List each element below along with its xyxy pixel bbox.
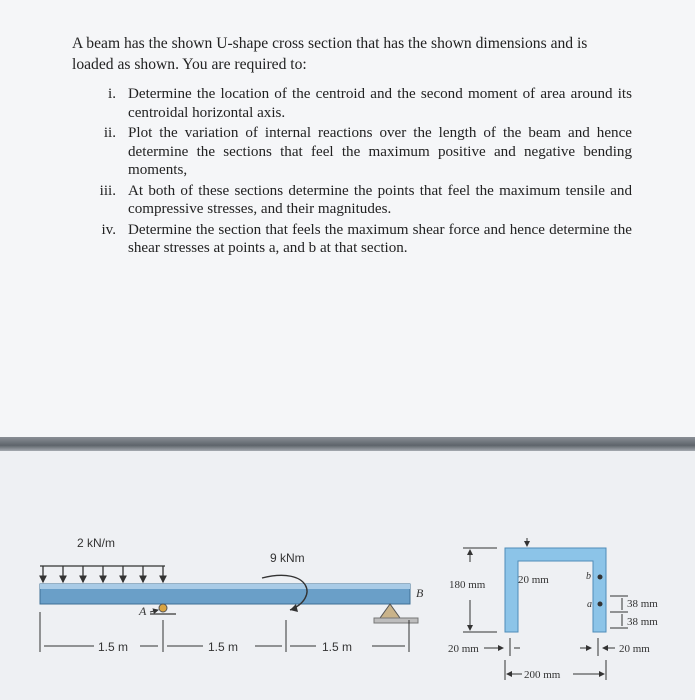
problem-intro: A beam has the shown U-shape cross section that has the shown dimensions and is loaded as shown. You are required to: [72,35,588,73]
dim-a-label: 38 mm [627,616,658,628]
span-2-label: 1.5 m [208,640,239,654]
height-label: 180 mm [449,579,486,591]
point-a-label: a [587,599,592,610]
beam-diagram [40,536,424,654]
task-number: ii. [103,125,116,141]
dim-b-label: 38 mm [627,598,658,610]
span-1-label: 1.5 m [98,640,129,654]
task-text: Determine the section that feels the maximum shear force and hence determine the shear stresses at points a, and b at that section. [128,221,632,256]
task-number: i. [108,86,116,102]
task-number: iii. [99,182,116,199]
pin-support-a [150,604,176,614]
task-number: iv. [101,221,116,238]
point-a-marker [598,602,603,607]
wall-dimensions [484,638,615,656]
task-text: Determine the location of the centroid and the second moment of area around its centroidal horizontal axis. [128,86,632,121]
support-a-label: A [139,604,147,618]
u-section-shape [505,548,606,632]
wall-left-label: 20 mm [448,643,479,655]
support-b-label: B [416,586,424,600]
roller-support-b [374,604,418,623]
span-3-label: 1.5 m [322,640,353,654]
cross-section-diagram [448,538,658,681]
couple-moment-arrowhead [290,604,298,612]
point-b-marker [598,575,603,580]
couple-moment-label: 9 kNm [270,551,305,565]
distributed-load-arrows [40,566,165,582]
top-thickness-label: 20 mm [518,574,549,586]
wall-right-label: 20 mm [619,643,650,655]
width-label: 200 mm [524,669,561,681]
distributed-load-label: 2 kN/m [77,536,116,550]
task-text: Plot the variation of internal reactions over the length of the beam and hence determine the sections that feel the maximum positive and negative bending moments, [128,125,632,178]
beam-highlight [40,584,410,589]
point-dimensions [610,596,628,628]
point-b-label: b [586,571,591,582]
task-text: At both of these sections determine the points that feel the maximum tensile and compressive stresses, and their magnitudes. [128,182,632,217]
